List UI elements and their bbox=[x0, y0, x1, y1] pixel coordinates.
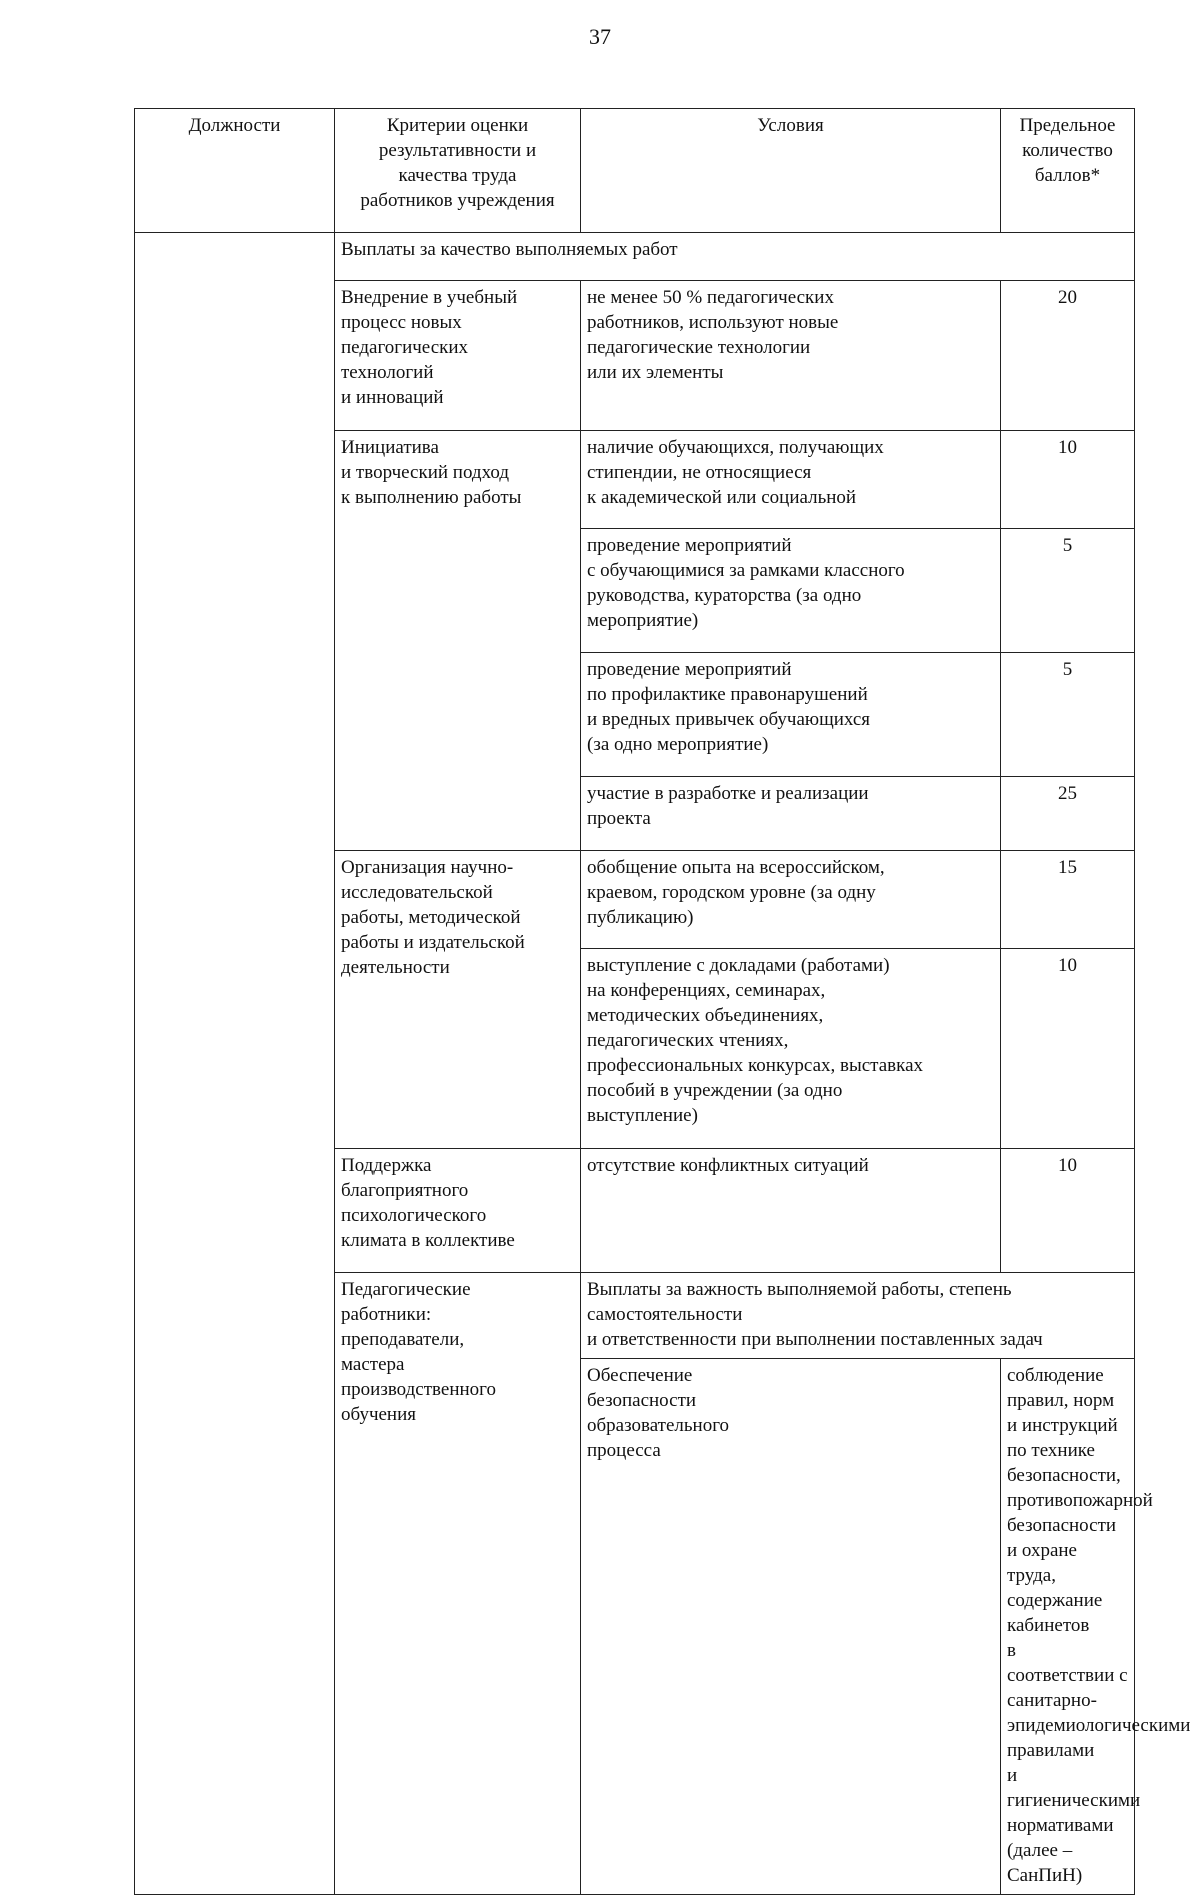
position-cell: Педагогические работники: преподаватели, мастера производственного обучения bbox=[335, 1273, 581, 1895]
criterion-cell: Поддержка благоприятного психологического климата в коллективе bbox=[335, 1149, 581, 1273]
header-position: Должности bbox=[135, 109, 335, 233]
condition-cell: выступление с докладами (работами) на конференциях, семинарах, методических объединениях, педагогических чтениях, профессиональных конкурсах, выставках пособий в учреждении (за одно выступление) bbox=[581, 949, 1001, 1149]
criterion-cell: Внедрение в учебный процесс новых педагогических технологий и инноваций bbox=[335, 281, 581, 431]
points-cell: 20 bbox=[1001, 281, 1135, 431]
criterion-cell: Инициатива и творческий подход к выполнению работы bbox=[335, 431, 581, 851]
condition-cell: отсутствие конфликтных ситуаций bbox=[581, 1149, 1001, 1273]
points-cell: 5 bbox=[1001, 529, 1135, 653]
points-cell: 10 bbox=[1001, 949, 1135, 1149]
header-row bbox=[135, 109, 1135, 233]
evaluation-criteria-table bbox=[134, 108, 1191, 1895]
condition-cell: соблюдение правил, норм и инструкций по технике безопасности, противопожарной безопасности и охране труда, содержание кабинетов в соответствии с санитарно- эпидемиологическими правилами и гигиеническими нормативами (далее – СанПиН) bbox=[1001, 1359, 1135, 1895]
section-title: Выплаты за важность выполняемой работы, степень самостоятельности и ответственности при выполнении поставленных задач bbox=[581, 1273, 1135, 1359]
points-cell: 10 bbox=[1001, 431, 1135, 529]
condition-cell: обобщение опыта на всероссийском, краевом, городском уровне (за одну публикацию) bbox=[581, 851, 1001, 949]
page-number: 37 bbox=[589, 24, 611, 49]
header-max-points: Предельное количество баллов* bbox=[1001, 109, 1135, 233]
condition-cell: проведение мероприятий по профилактике правонарушений и вредных привычек обучающихся (за одно мероприятие) bbox=[581, 653, 1001, 777]
section-row bbox=[135, 233, 1135, 281]
section-title: Выплаты за качество выполняемых работ bbox=[335, 233, 1135, 281]
points-cell: 25 bbox=[1001, 777, 1135, 851]
condition-cell: наличие обучающихся, получающих стипендии, не относящиеся к академической или социальной bbox=[581, 431, 1001, 529]
condition-cell: участие в разработке и реализации проекта bbox=[581, 777, 1001, 851]
criterion-cell: Обеспечение безопасности образовательного процесса bbox=[581, 1359, 1001, 1895]
header-criteria: Критерии оценки результативности и качества труда работников учреждения bbox=[335, 109, 581, 233]
points-cell: 5 bbox=[1001, 653, 1135, 777]
position-cell-empty bbox=[135, 233, 335, 1895]
header-conditions: Условия bbox=[581, 109, 1001, 233]
condition-cell: не менее 50 % педагогических работников, используют новые педагогические технологии или их элементы bbox=[581, 281, 1001, 431]
points-cell: 10 bbox=[1001, 1149, 1135, 1273]
criterion-cell: Организация научно- исследовательской работы, методической работы и издательской деятельности bbox=[335, 851, 581, 1149]
points-cell: 15 bbox=[1001, 851, 1135, 949]
condition-cell: проведение мероприятий с обучающимися за рамками классного руководства, кураторства (за одно мероприятие) bbox=[581, 529, 1001, 653]
